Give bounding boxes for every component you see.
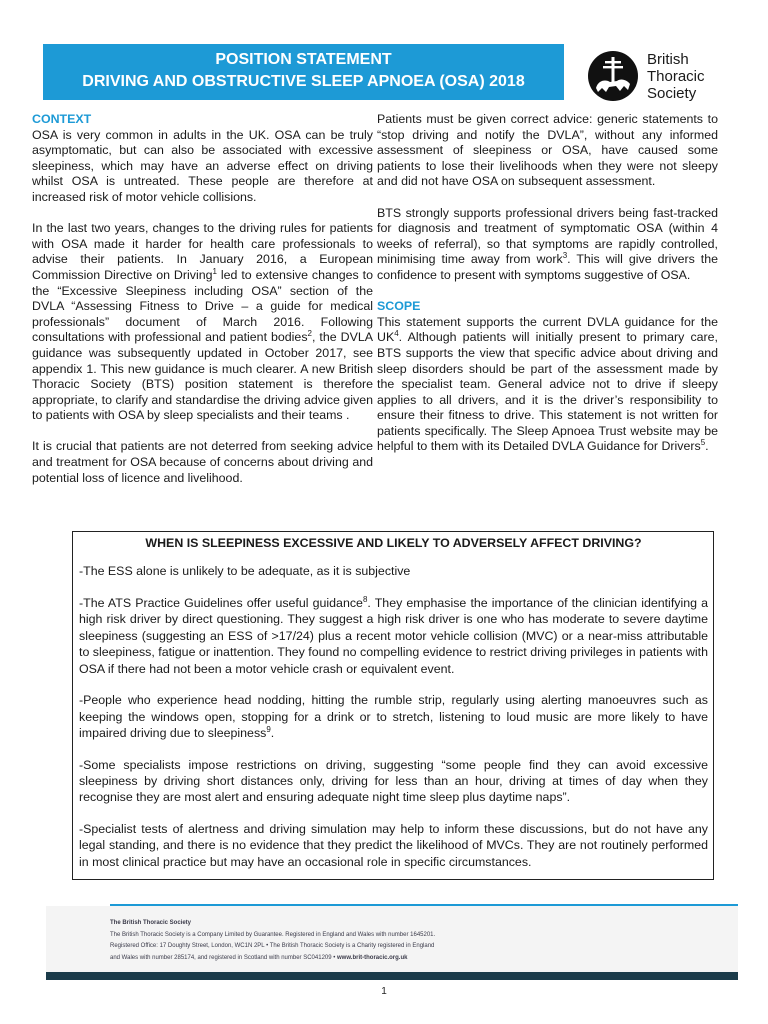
context-paragraph-1: OSA is very common in adults in the UK. OSA can be truly asymptomatic, but can also be associated with excessive sleepiness, which may have an adverse effect on driving whilst OSA is untreated. These people are therefore at increased risk of motor vehicle collisions. xyxy=(32,127,373,204)
logo-wordmark xyxy=(647,51,705,102)
bts-lion-emblem-icon xyxy=(587,50,639,102)
scope-heading: SCOPE xyxy=(377,299,421,314)
footer-line-2: Registered Office: 17 Doughty Street, London, WC1N 2PL • The British Thoracic Society is a Charity registered in England xyxy=(110,943,435,949)
footnote-ref: 1 xyxy=(212,266,217,276)
website-link[interactable]: www.brit-thoracic.org.uk xyxy=(337,954,408,961)
left-column xyxy=(32,112,373,502)
fast-track-paragraph: BTS strongly supports professional drivers being fast-tracked for diagnosis and treatment of symptomatic OSA (within 4 weeks of referral), so that symptoms are rapidly controlled, minimising time away from work$^3$. This will give drivers the confidence to present with symptoms suggestive of OSA. xyxy=(377,205,718,282)
footer-line-3: and Wales with number 285174, and registered in Scotland with number SC041209 • www.brit-thoracic.org.uk xyxy=(110,954,408,961)
box-point-restrictions: -Some specialists impose restrictions on driving, suggesting “some people find they can avoid excessive sleepiness by driving short distances only, driving for less than an hour, driving at times of day when they recognise they are most alert and ensuring adequate night time sleep plus daytime naps”. xyxy=(79,757,708,805)
page-number: 1 xyxy=(381,986,387,997)
logo-word-british: British xyxy=(647,51,689,68)
footer-line-1: The British Thoracic Society is a Company Limited by Guarantee. Registered in England and Wales with number 1645201. xyxy=(110,931,436,938)
footnote-ref: 3 xyxy=(562,251,568,261)
context-heading: CONTEXT xyxy=(32,112,92,126)
box-point-specialist-tests: -Specialist tests of alertness and driving simulation may help to inform these discussions, but do not have any legal standing, and there is no evidence that they predict the likelihood of MVCs. They are not routinely performed in most clinical practice but may have an occasional role in specific circumstances. xyxy=(79,822,708,869)
footnote-ref: 8 xyxy=(362,594,368,604)
title-line-2: DRIVING AND OBSTRUCTIVE SLEEP APNOEA (OSA) 2018 xyxy=(82,73,525,90)
bts-logo[interactable] xyxy=(587,48,737,102)
box-point-ats: -The ATS Practice Guidelines offer useful guidance$^8$. They emphasise the importance of the clinician identifying a high risk driver by direct questioning. They suggest a high risk driver is one who has moderate to severe daytime sleepiness (suggesting an ESS of >17/24) plus a recent motor vehicle collision (MVC) or a near-miss attributable to sleepiness, fatigue or inattention. They found no compelling evidence to restrict driving privileges in patients with OSA if there had not been a motor vehicle crash or equivalent event. xyxy=(79,594,708,676)
box-title: WHEN IS SLEEPINESS EXCESSIVE AND LIKELY TO ADVERSELY AFFECT DRIVING? xyxy=(145,536,642,550)
footnote-ref: 9 xyxy=(266,724,271,734)
footer-bar xyxy=(46,972,738,980)
footer-org: The British Thoracic Society xyxy=(110,920,192,926)
logo-word-society: Society xyxy=(647,85,697,102)
footer-legal-text xyxy=(110,918,730,964)
context-paragraph-2: In the last two years, changes to the driving rules for patients with OSA made it harder for health care professionals to advise their patients. In January 2016, a European Commission Directive on Driving$^1$ led to extensive changes to the “Excessive Sleepiness including OSA” section of the DVLA “Assessing Fitness to Drive – a guide for medical professionals” document of March 2016. Following consultations with professional and patient bodies$^2$, the DVLA guidance was subsequently updated in October 2017, see appendix 1. This new guidance is much clearer. A new British Thoracic Society (BTS) position statement is therefore appropriate, to clarify and standardise the driving advice given to patients with OSA by sleep specialists and their teams . xyxy=(32,221,374,423)
title-line-1: POSITION STATEMENT xyxy=(215,51,392,68)
footnote-ref: 2 xyxy=(307,329,312,339)
logo-word-thoracic: Thoracic xyxy=(647,68,705,85)
box-point-ess: -The ESS alone is unlikely to be adequate, as it is subjective xyxy=(79,564,411,579)
footnote-ref: 5 xyxy=(700,438,706,448)
footer-divider xyxy=(110,904,738,906)
right-column xyxy=(377,112,718,471)
box-point-head-nodding: -People who experience head nodding, hitting the rumble strip, regularly using alerting manoeuvres such as keeping the windows open, stopping for a drink or to stretch, listening to loud music are more likely to have impaired driving due to sleepiness$^9$. xyxy=(79,693,708,741)
footnote-ref: 4 xyxy=(394,329,399,339)
title-banner xyxy=(43,44,564,100)
advice-paragraph: Patients must be given correct advice: generic statements to “stop driving and notify the DVLA”, without any informed assessment of sleepiness or OSA, have caused some patients to lose their livelihoods when they were not sleepy and did not have OSA on subsequent assessment. xyxy=(377,112,718,189)
scope-paragraph: This statement supports the current DVLA guidance for the $UK^4$. Although patients will initially present to primary care, BTS supports the view that specific advice about driving and sleep disorders should be part of the assessment made by the specialist team. General advice not to drive if sleepy applies to all drivers, and it is the driver’s responsibility to ensure their fitness to drive. This statement is not written for patients specifically. The Sleep Apnoea Trust website may be helpful to them with its Detailed DVLA Guidance for Drivers$^5$. xyxy=(377,314,718,454)
sleepiness-box xyxy=(72,531,714,880)
context-paragraph-3: It is crucial that patients are not deterred from seeking advice and treatment for OSA because of concerns about driving and potential loss of licence and livelihood. xyxy=(32,439,373,485)
